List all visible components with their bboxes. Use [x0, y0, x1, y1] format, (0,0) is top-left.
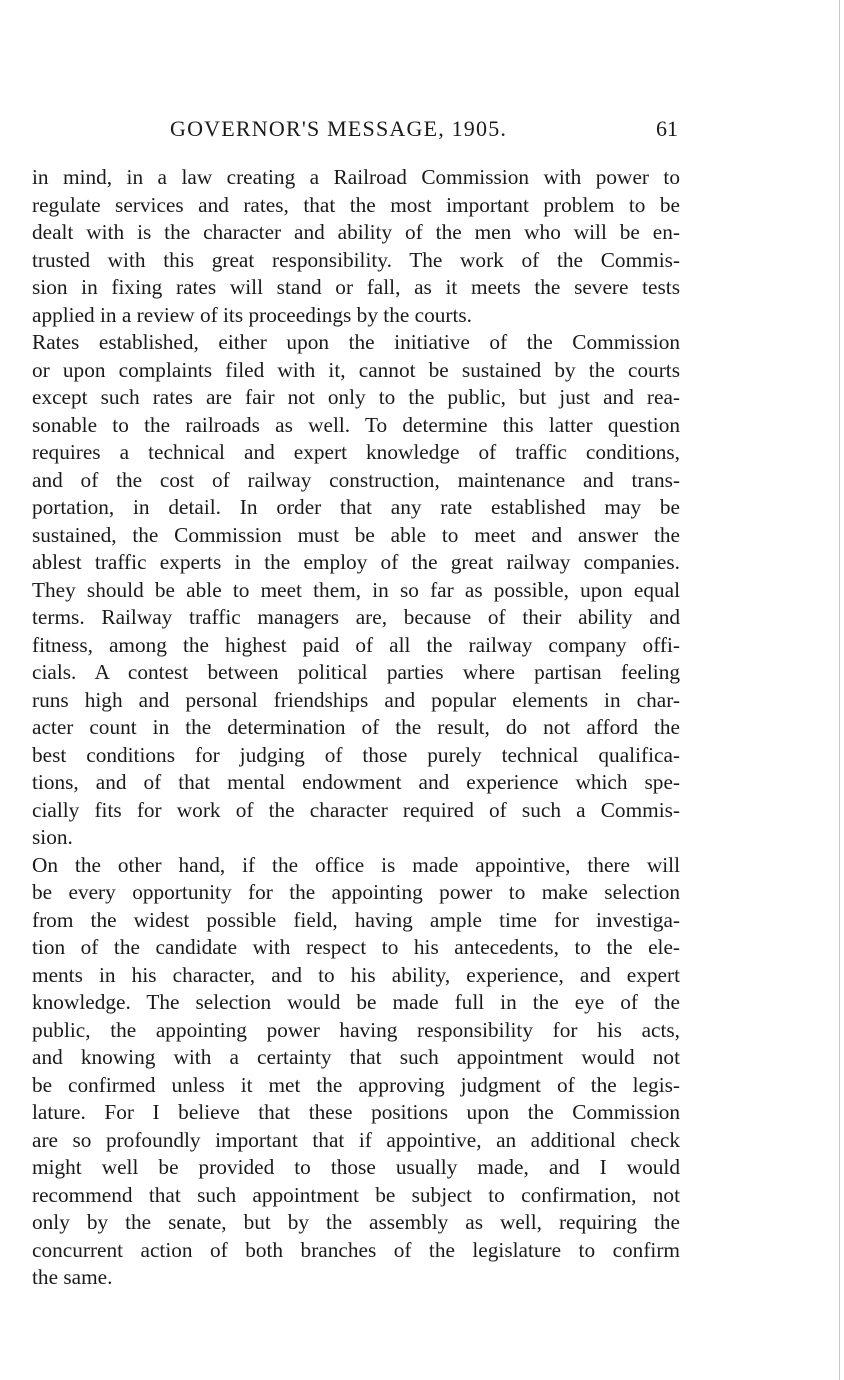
text-line: the same. [32, 1265, 113, 1289]
text-line: regulate services and rates, that the most important problem to be [32, 192, 680, 217]
text-line: trusted with this great responsibility. The work of the Commis- [32, 247, 680, 272]
text-line: sion in fixing rates will stand or fall, as it meets the severe tests [32, 275, 680, 299]
text-line: public, the appointing power having responsibility for his acts, [32, 1017, 680, 1042]
text-line: be confirmed unless it met the approving judgment of the legis- [32, 1072, 680, 1097]
text-line: in mind, in a law creating a Railroad Commission with power to [32, 165, 680, 189]
text-line: and of the cost of railway construction, maintenance and trans- [32, 467, 680, 492]
text-line: might well be provided to those usually made, and I would [32, 1155, 680, 1179]
text-line: and knowing with a certainty that such appointment would not [32, 1045, 680, 1069]
text-line: only by the senate, but by the assembly as well, requiring the [32, 1210, 680, 1234]
text-line: ablest traffic experts in the employ of the great railway companies. [32, 550, 680, 574]
text-line: except such rates are fair not only to the public, but just and rea- [32, 385, 680, 409]
text-line: requires a technical and expert knowledge of traffic conditions, [32, 440, 680, 464]
text-line: sonable to the railroads as well. To determine this latter question [32, 412, 680, 437]
running-title: GOVERNOR'S MESSAGE, 1905. [170, 116, 508, 141]
text-line: dealt with is the character and ability of the men who will be en- [32, 220, 680, 244]
text-line: Rates established, either upon the initiative of the Commission [32, 330, 680, 354]
text-line: or upon complaints filed with it, cannot be sustained by the courts [32, 357, 680, 382]
text-line: fitness, among the highest paid of all the railway company offi- [32, 632, 680, 657]
page-edge-rule [839, 0, 840, 1380]
text-line: tions, and of that mental endowment and experience which spe- [32, 770, 680, 794]
text-line: recommend that such appointment be subject to confirmation, not [32, 1182, 680, 1207]
text-line: terms. Railway traffic managers are, because of their ability and [32, 605, 680, 629]
text-line: acter count in the determination of the result, do not afford the [32, 715, 680, 739]
text-line: best conditions for judging of those purely technical qualifica- [32, 742, 680, 767]
text-line: knowledge. The selection would be made full in the eye of the [32, 990, 680, 1014]
text-line: lature. For I believe that these positions upon the Commission [32, 1100, 680, 1124]
text-line: concurrent action of both branches of the legislature to confirm [32, 1237, 680, 1262]
text-line: tion of the candidate with respect to his antecedents, to the ele- [32, 935, 680, 959]
page-number: 61 [656, 116, 678, 141]
text-line: ments in his character, and to his ability, experience, and expert [32, 962, 680, 987]
text-line: be every opportunity for the appointing power to make selection [32, 880, 680, 904]
text-line: applied in a review of its proceedings by the courts. [32, 302, 473, 327]
text-line: are so profoundly important that if appointive, an additional check [32, 1127, 680, 1152]
text-line: runs high and personal friendships and popular elements in char- [32, 687, 680, 712]
body-text [32, 164, 680, 1292]
text-line: sustained, the Commission must be able to meet and answer the [32, 522, 680, 547]
text-line: cially fits for work of the character required of such a Commis- [32, 797, 680, 822]
text-line: cials. A contest between political parties where partisan feeling [32, 660, 680, 684]
text-line: portation, in detail. In order that any rate established may be [32, 495, 680, 519]
text-line: On the other hand, if the office is made appointive, there will [32, 852, 680, 877]
running-head [32, 114, 680, 148]
text-line: They should be able to meet them, in so far as possible, upon equal [32, 577, 680, 602]
text-line: from the widest possible field, having ample time for investiga- [32, 907, 680, 932]
text-line: sion. [32, 825, 73, 849]
